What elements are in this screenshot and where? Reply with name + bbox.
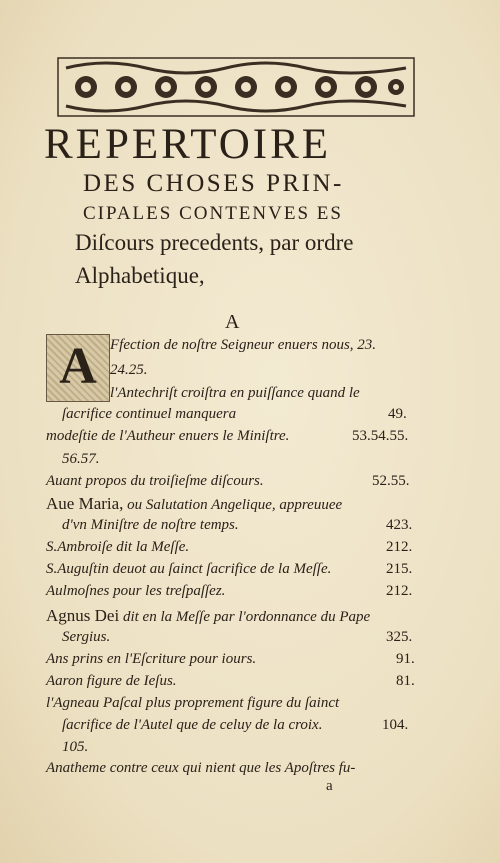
- entry-page-11: 212.: [386, 583, 413, 599]
- entry-italic-12: dit en la Meſſe par l'ordonnance du Pape: [119, 609, 371, 625]
- entry-line-9: S.Ambroiſe dit la Meſſe.: [46, 539, 190, 555]
- title-line-4: Diſcours precedents, par ordre: [75, 230, 354, 255]
- entry-line-14: Ans prins en l'Eſcriture pour iours.: [46, 651, 257, 667]
- entry-line-7: [46, 494, 342, 514]
- entry-line-15: Aaron figure de Ieſus.: [46, 673, 177, 689]
- entry-page-4: 53.54.55.: [352, 428, 409, 444]
- title-line-3: CIPALES CONTENVES ES: [83, 203, 343, 224]
- entry-page-17: 104.: [382, 717, 409, 733]
- dropcap-letter: A: [59, 338, 97, 395]
- dropcap-initial: [46, 334, 110, 402]
- entry-page-14: 91.: [396, 651, 415, 667]
- entry-page-6: 52.55.: [372, 473, 410, 489]
- entry-page-9: 212.: [386, 539, 413, 555]
- entry-roman-7: Aue Maria,: [46, 494, 124, 513]
- entry-page-13: 325.: [386, 629, 413, 645]
- entry-line-8: d'vn Miniſtre de noſtre temps.: [62, 517, 239, 533]
- entry-line-13: Sergius.: [62, 629, 111, 645]
- headpiece-ornament: [56, 56, 416, 118]
- entry-line-4: modeſtie de l'Autheur enuers le Miniſtre.: [46, 428, 290, 444]
- entry-line-16: l'Agneau Paſcal plus proprement figure du ſainct: [46, 695, 340, 711]
- entry-line-0: Ffection de noſtre Seigneur enuers nous, 23.: [110, 337, 377, 353]
- entry-line-11: Aulmoſnes pour les treſpaſſez.: [46, 583, 226, 599]
- entry-line-10: S.Auguſtin deuot au ſainct ſacrifice de la Meſſe.: [46, 561, 332, 577]
- entry-line-17: ſacrifice de l'Autel que de celuy de la croix.: [62, 717, 323, 733]
- entry-line-18: 105.: [62, 739, 89, 755]
- entry-line-12: [46, 606, 370, 626]
- entry-italic-7: ou Salutation Angelique, appreuuee: [123, 497, 343, 513]
- title-repertoire: REPERTOIRE: [44, 121, 332, 168]
- entry-page-3: 49.: [388, 406, 407, 422]
- entry-line-6: Auant propos du troiſieſme diſcours.: [46, 473, 264, 489]
- entry-line-3: ſacrifice continuel manquera: [62, 406, 237, 422]
- section-letter: A: [225, 311, 240, 333]
- title-line-2: DES CHOSES PRIN-: [83, 170, 344, 197]
- entry-line-5: 56.57.: [62, 451, 100, 467]
- catchword: a: [326, 778, 333, 794]
- title-line-5: Alphabetique,: [75, 263, 205, 288]
- entry-roman-12: Agnus Dei: [46, 606, 120, 625]
- entry-line-2: l'Antechriſt croiſtra en puiſſance quand le: [110, 385, 360, 401]
- entry-page-15: 81.: [396, 673, 415, 689]
- entry-line-19: Anatheme contre ceux qui nient que les Apoſtres fu-: [46, 760, 356, 776]
- entry-page-8: 423.: [386, 517, 413, 533]
- entry-line-1: 24.25.: [110, 362, 148, 378]
- entry-page-10: 215.: [386, 561, 413, 577]
